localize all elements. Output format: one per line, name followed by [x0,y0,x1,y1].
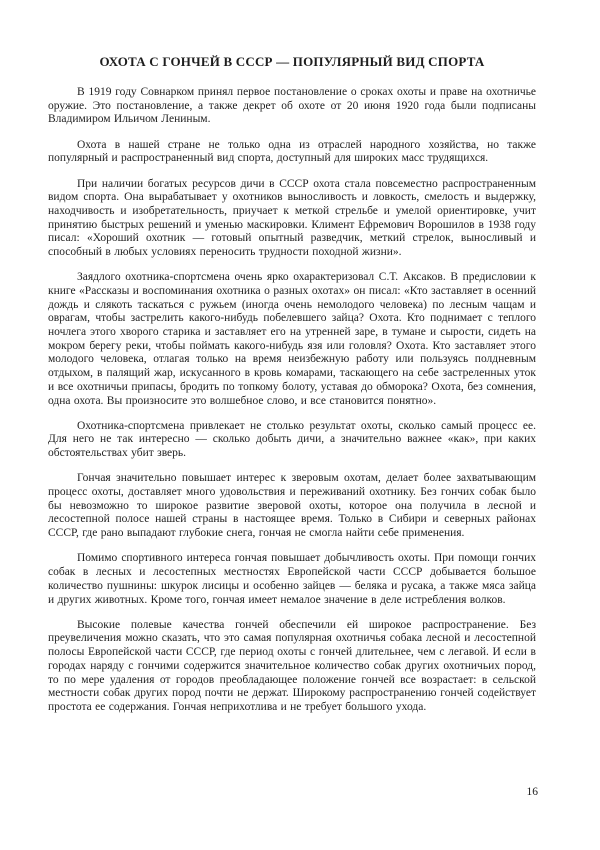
document-body [48,86,536,715]
paragraph: Заядлого охотника-спортсмена очень ярко охарактеризовал С.Т. Аксаков. В предисловии к книге «Рассказы и воспоминания охотника о разных охотах» он писал: «Кто заставляет в осенний дождь и слякоть таскаться с ружьем (иногда очень немолодого человека) по лесным чащам и оврагам, чтобы застрелить какого-нибудь побелевшего зайца? Охота. Кто поднимает с теплого ночлега этого хворого старика и заставляет его на утренней заре, в тумане и сырости, сидеть на мокром берегу реки, чтобы поймать какого-нибудь язя или головля? Охота. Кто заставляет этого молодого человека, отлагая только на время неизбежную работу или пользуясь полдневным отдыхом, в палящий жар, искусанного в кровь комарами, таскающего на себе застреленных уток и все охотничьи припасы, бродить по топкому болоту, уставая до обморока? Охота, без сомнения, одна охота. Вы произносите это волшебное слово, и все становится понятно». [48,271,536,407]
paragraph: Высокие полевые качества гончей обеспечили ей широкое распространение. Без преувеличения можно сказать, что это самая популярная охотничья собака лесной и лесостепной полосы Европейской части СССР, где период охоты с гончей длительнее, чем с легавой. И если в городах наряду с гончими содержится значительное количество собак других охотничьих пород, то по мере удаления от городов преобладающее положение гончей все возрастает: в сельской местности собак других пород почти не держат. Широкому распространению гончей содействует простота ее содержания. Гончая неприхотлива и не требует большого ухода. [48,618,536,713]
paragraph: Гончая значительно повышает интерес к зверовым охотам, делает более захватывающим процесс охоты, доставляет много удовольствия и переживаний охотнику. Без гончих собак было бы невозможно то широкое развитие зверовой охоты, которое она получила в лесной и лесостепной полосе нашей страны в настоящее время. Только в Сибири и северных районах СССР, где рано выпадают глубокие снега, гончая не смогла найти себе применения. [48,472,536,540]
page-title: ОХОТА С ГОНЧЕЙ В СССР — ПОПУЛЯРНЫЙ ВИД СПОРТА [99,54,485,69]
page-number: 16 [526,786,538,799]
paragraph: Помимо спортивного интереса гончая повышает добычливость охоты. При помощи гончих собак в лесных и лесостепных местностях Европейской части СССР добывается большое количество пушнины: шкурок лисицы и особенно зайцев — беляка и русака, а также мяса зайца и других животных. Кроме того, гончая имеет немалое значение в деле истребления волков. [48,552,536,606]
paragraph: Охота в нашей стране не только одна из отраслей народного хозяйства, но также популярный и распространенный вид спорта, доступный для широких масс трудящихся. [48,138,536,165]
paragraph: Охотника-спортсмена привлекает не столько результат охоты, сколько самый процесс ее. Для него не так интересно — сколько добыть дичи, а значительно важнее «как», при каких обстоятельствах убит зверь. [48,419,536,460]
paragraph: При наличии богатых ресурсов дичи в СССР охота стала повсеместно распространенным видом спорта. Она вырабатывает у охотников выносливость и ловкость, смелость и выдержку, находчивость и изобретательность, приучает к меткой стрельбе и умелой ориентировке, учит принятию быстрых решений и уменью маскировки. Климент Ефремович Ворошилов в 1938 году писал: «Хороший охотник — готовый опытный разведчик, меткий стрелок, выносливый и способный в любых условиях переносить трудности походной жизни». [48,177,536,259]
paragraph: В 1919 году Совнарком принял первое постановление о сроках охоты и праве на охотничье оружие. Это постановление, а также декрет об охоте от 20 июня 1920 года были подписаны Владимиром Ильичом Лениным. [48,86,536,126]
